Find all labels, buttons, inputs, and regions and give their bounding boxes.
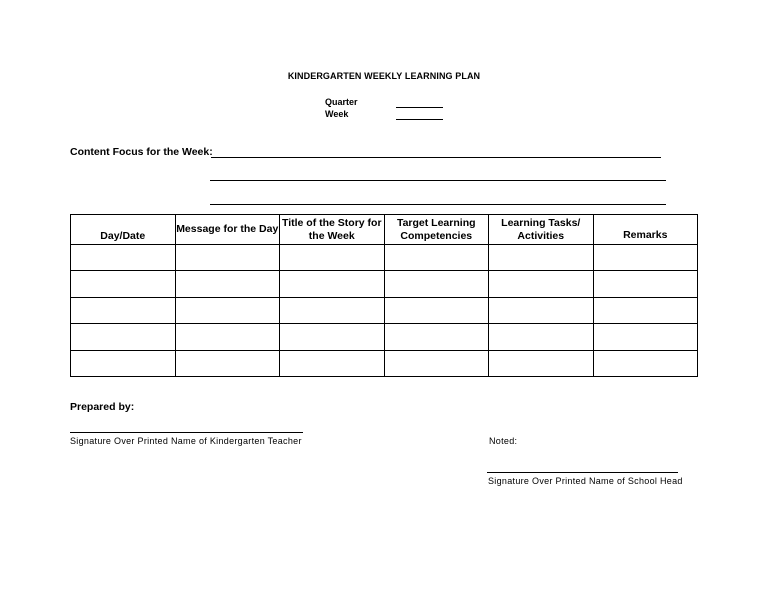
table-cell [384,324,489,350]
school-head-signature-line [487,472,678,473]
quarter-blank-line [396,107,443,108]
table-cell [489,297,594,323]
table-cell [489,324,594,350]
table-cell [71,245,176,271]
table-cell [175,271,280,297]
table-cell [71,350,176,376]
column-header-message: Message for the Day [175,215,280,245]
column-header-remarks: Remarks [593,215,698,245]
table-cell [593,245,698,271]
table-cell [593,350,698,376]
noted-label: Noted: [489,436,518,446]
table-cell [489,245,594,271]
table-cell [71,324,176,350]
table-cell [71,271,176,297]
table-row [71,324,698,350]
table-cell [593,271,698,297]
document-title: KINDERGARTEN WEEKLY LEARNING PLAN [287,71,481,81]
table-cell [593,297,698,323]
table-cell [384,297,489,323]
table-cell [280,245,385,271]
table-cell [489,271,594,297]
school-head-signature-caption: Signature Over Printed Name of School Head [488,476,683,486]
table-cell [280,271,385,297]
table-cell [280,350,385,376]
content-focus-line-1 [211,157,661,158]
column-header-tasks-activities: Learning Tasks/ Activities [489,215,594,245]
table-row [71,271,698,297]
week-label: Week [325,109,349,119]
table-header-row [71,215,698,245]
teacher-signature-line [70,432,303,433]
content-focus-line-3 [210,204,666,205]
table-row [71,245,698,271]
table-cell [593,324,698,350]
table-cell [384,271,489,297]
table-row [71,350,698,376]
prepared-by-label: Prepared by: [70,401,135,413]
teacher-signature-caption: Signature Over Printed Name of Kindergarten Teacher [70,436,302,446]
table-cell [280,297,385,323]
column-header-competencies: Target Learning Competencies [384,215,489,245]
column-header-story-title: Title of the Story for the Week [280,215,385,245]
table-cell [384,245,489,271]
table-cell [489,350,594,376]
content-focus-label: Content Focus for the Week: [70,146,213,158]
learning-plan-table [70,214,698,377]
content-focus-line-2 [210,180,666,181]
table-cell [384,350,489,376]
table-cell [71,297,176,323]
week-blank-line [396,119,443,120]
table-row [71,297,698,323]
table-cell [280,324,385,350]
quarter-label: Quarter [325,97,358,107]
table-cell [175,324,280,350]
table-cell [175,245,280,271]
table-cell [175,350,280,376]
column-header-day-date: Day/Date [71,215,176,245]
table-cell [175,297,280,323]
